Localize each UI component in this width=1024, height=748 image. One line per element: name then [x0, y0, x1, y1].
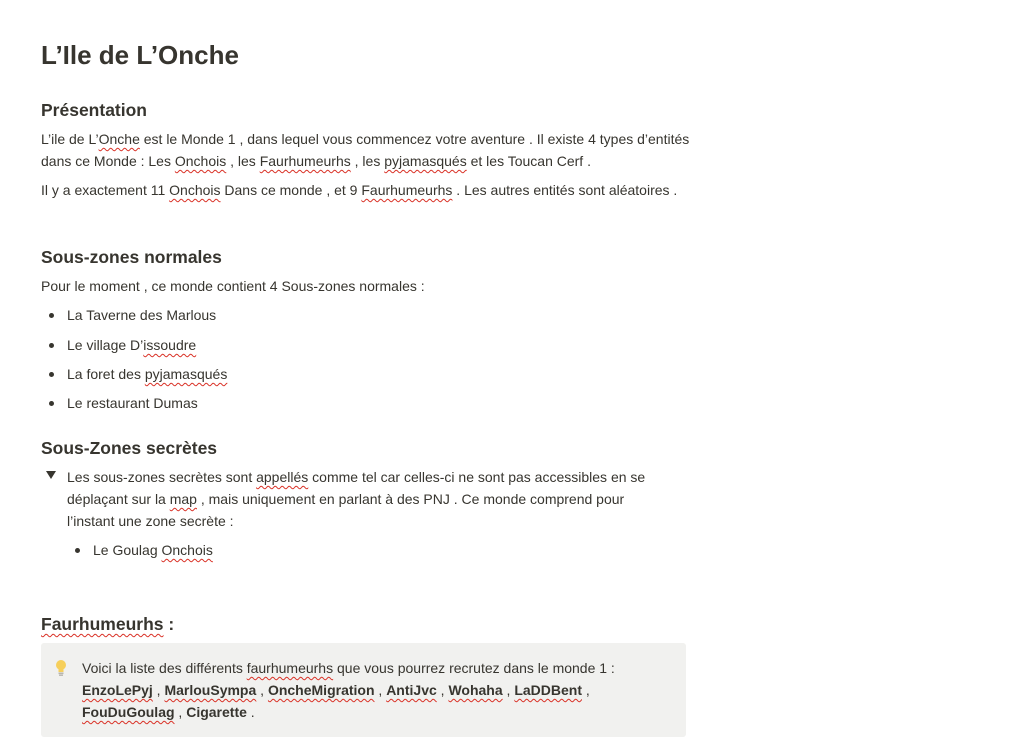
bullet-icon — [49, 313, 54, 318]
faurhumeurh-name: FouDuGoulag — [82, 704, 175, 720]
faurhumeurh-name: AntiJvc — [386, 682, 437, 698]
lightbulb-icon — [54, 659, 68, 677]
heading-normal-zones: Sous-zones normales — [41, 247, 222, 267]
toggle-text: Les sous-zones secrètes sont appellés comme tel car celles-ci ne sont pas accessibles en se déplaçant sur la map , mais uniquement en parlant à des PNJ . Ce monde comprend pour l’instant une zone secrète : — [67, 469, 646, 529]
faurhumeurhs-callout — [41, 643, 686, 737]
callout-text: Voici la liste des différents faurhumeurhs que vous pourrez recrutez dans le monde 1 : EnzoLePyj , MarlouSympa , OncheMigration , AntiJvc , Wohaha , LaDDBent , FouDuGoulag , Cigarette . — [82, 660, 615, 720]
presentation-paragraph-2: Il y a exactement 11 Onchois Dans ce monde , et 9 Faurhumeurhs . Les autres entités sont aléatoires . — [41, 182, 678, 198]
presentation-paragraph-1: L’ile de L’Onche est le Monde 1 , dans lequel vous commencez votre aventure . Il existe 4 types d’entités dans ce Monde : Les Onchois , les Faurhumeurhs , les pyjamasqués et les Toucan Cerf . — [41, 131, 690, 169]
bullet-icon — [75, 548, 80, 553]
list-item: Le village D’issoudre — [49, 334, 196, 356]
heading-secret-zones: Sous-Zones secrètes — [41, 438, 218, 458]
faurhumeurh-name: MarlouSympa — [164, 682, 257, 698]
list-item: La Taverne des Marlous — [49, 304, 216, 326]
faurhumeurh-name: EnzoLePyj — [82, 682, 153, 698]
list-item: La foret des pyjamasqués — [49, 363, 227, 385]
bullet-icon — [49, 372, 54, 377]
faurhumeurh-name: LaDDBent — [514, 682, 582, 698]
bullet-icon — [49, 401, 54, 406]
toggle-triangle-icon[interactable] — [46, 471, 56, 479]
bullet-icon — [49, 343, 54, 348]
faurhumeurh-name: Wohaha — [448, 682, 503, 698]
page-title: L’Ile de L’Onche — [41, 40, 239, 70]
faurhumeurh-name: Cigarette — [186, 704, 247, 720]
heading-presentation: Présentation — [41, 100, 147, 120]
list-item: Le Goulag Onchois — [75, 539, 213, 561]
list-item: Le restaurant Dumas — [49, 392, 198, 414]
heading-faurhumeurhs: Faurhumeurhs : — [41, 614, 175, 634]
normal-zones-intro: Pour le moment , ce monde contient 4 Sous-zones normales : — [41, 278, 425, 294]
faurhumeurh-name: OncheMigration — [267, 682, 375, 698]
